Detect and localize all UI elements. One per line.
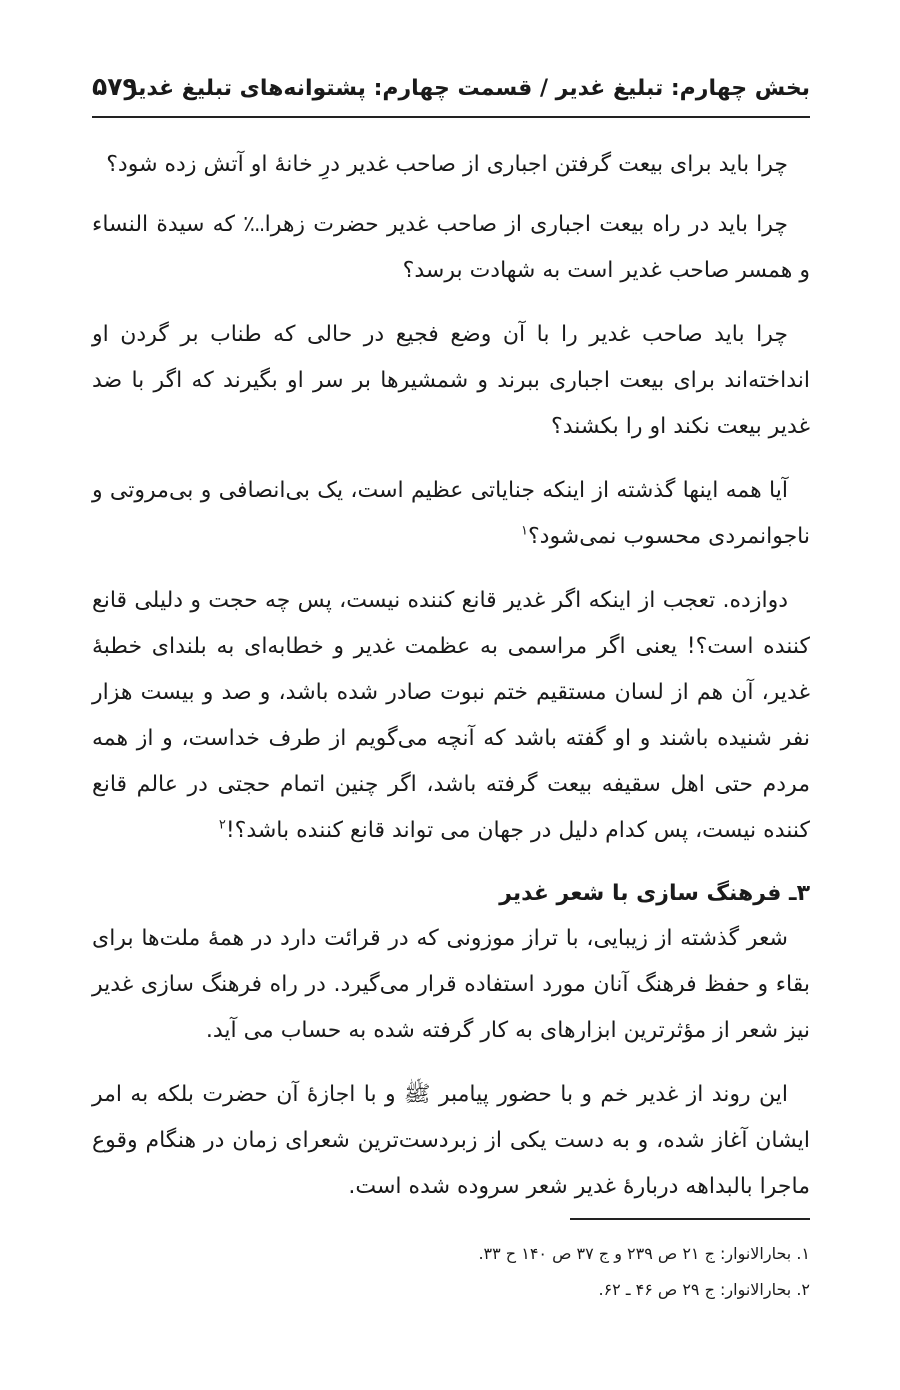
paragraph-text: چرا باید در راه بیعت اجباری از صاحب غدیر حضرت زهرا؊ که سیدة النساء و همسر صاحب غدیر است به شهادت برسد؟ bbox=[92, 212, 810, 283]
paragraph bbox=[92, 1072, 810, 1210]
footnote-divider bbox=[570, 1218, 810, 1220]
paragraph bbox=[92, 916, 810, 1054]
footnotes bbox=[92, 1236, 810, 1308]
main-text bbox=[92, 142, 810, 1228]
paragraph bbox=[92, 142, 810, 188]
footnote-marker[interactable]: ۲ bbox=[218, 817, 226, 833]
paragraph-text: شعر گذشته از زیبایی، با تراز موزونی که در قرائت دارد در همهٔ ملت‌ها برای بقاء و حفظ فرهنگ آنان مورد استفاده قرار می‌گیرد. در راه فرهنگ سازی غدیر نیز شعر از مؤثرترین ابزارهای به کار گرفته شده به حساب می آید. bbox=[92, 926, 810, 1043]
footnote-marker[interactable]: ۱ bbox=[520, 523, 528, 539]
footnote: ۱. بحارالانوار: ج ۲۱ ص ۲۳۹ و ج ۳۷ ص ۱۴۰ ح ۳۳. bbox=[478, 1244, 810, 1263]
paragraph bbox=[92, 468, 810, 560]
paragraph-text: چرا باید صاحب غدیر را با آن وضع فجیع در حالی که طناب بر گردن او انداخته‌اند برای بیعت اجباری ببرند و شمشیرها بر سر او بگیرند که اگر با ضد غدیر بیعت نکند او را بکشند؟ bbox=[92, 322, 810, 439]
header-title: بخش چهارم: تبلیغ غدیر / قسمت چهارم: پشتوانه‌های تبلیغ غدیر bbox=[124, 76, 810, 101]
paragraph-text: چرا باید برای بیعت گرفتن اجباری از صاحب غدیر درِ خانهٔ او آتش زده شود؟ bbox=[106, 152, 788, 177]
paragraph-text: آیا همه اینها گذشته از اینکه جنایاتی عظیم است، یک بی‌انصافی و بی‌مروتی و ناجوانمردی محسوب نمی‌شود؟ bbox=[92, 478, 810, 549]
paragraph bbox=[92, 312, 810, 450]
paragraph-text: دوازده. تعجب از اینکه اگر غدیر قانع کننده نیست، پس چه حجت و دلیلی قانع کننده است؟! یعنی اگر مراسمی به عظمت غدیر و خطابه‌ای به بلندای خطبهٔ غدیر، آن هم از لسان مستقیم ختم نبوت صادر شده باشد، و صد و بیست هزار نفر شنیده باشند و او گفته باشد که آنچه می‌گویم از طرف خداست، و از همه مردم حتی اهل سقیفه بیعت گرفته باشد، اگر چنین اتمام حجتی در عالم قانع کننده نیست، پس کدام دلیل در جهان می تواند قانع کننده باشد؟! bbox=[92, 588, 810, 843]
running-header bbox=[92, 68, 810, 118]
footnote: ۲. بحارالانوار: ج ۲۹ ص ۴۶ ـ ۶۲. bbox=[598, 1280, 810, 1299]
paragraph-text: این روند از غدیر خم و با حضور پیامبر ﷺ و با اجازهٔ آن حضرت بلکه به امر ایشان آغاز شده، و به دست یکی از زبردست‌ترین شعرای زمان در هنگام وقوع ماجرا بالبداهه دربارهٔ غدیر شعر سروده شده است. bbox=[92, 1082, 810, 1199]
page-number: ۵۷۹ bbox=[92, 72, 138, 101]
paragraph bbox=[92, 202, 810, 294]
paragraph bbox=[92, 578, 810, 854]
section-heading: ۳ـ فرهنگ سازی با شعر غدیر bbox=[499, 881, 810, 906]
